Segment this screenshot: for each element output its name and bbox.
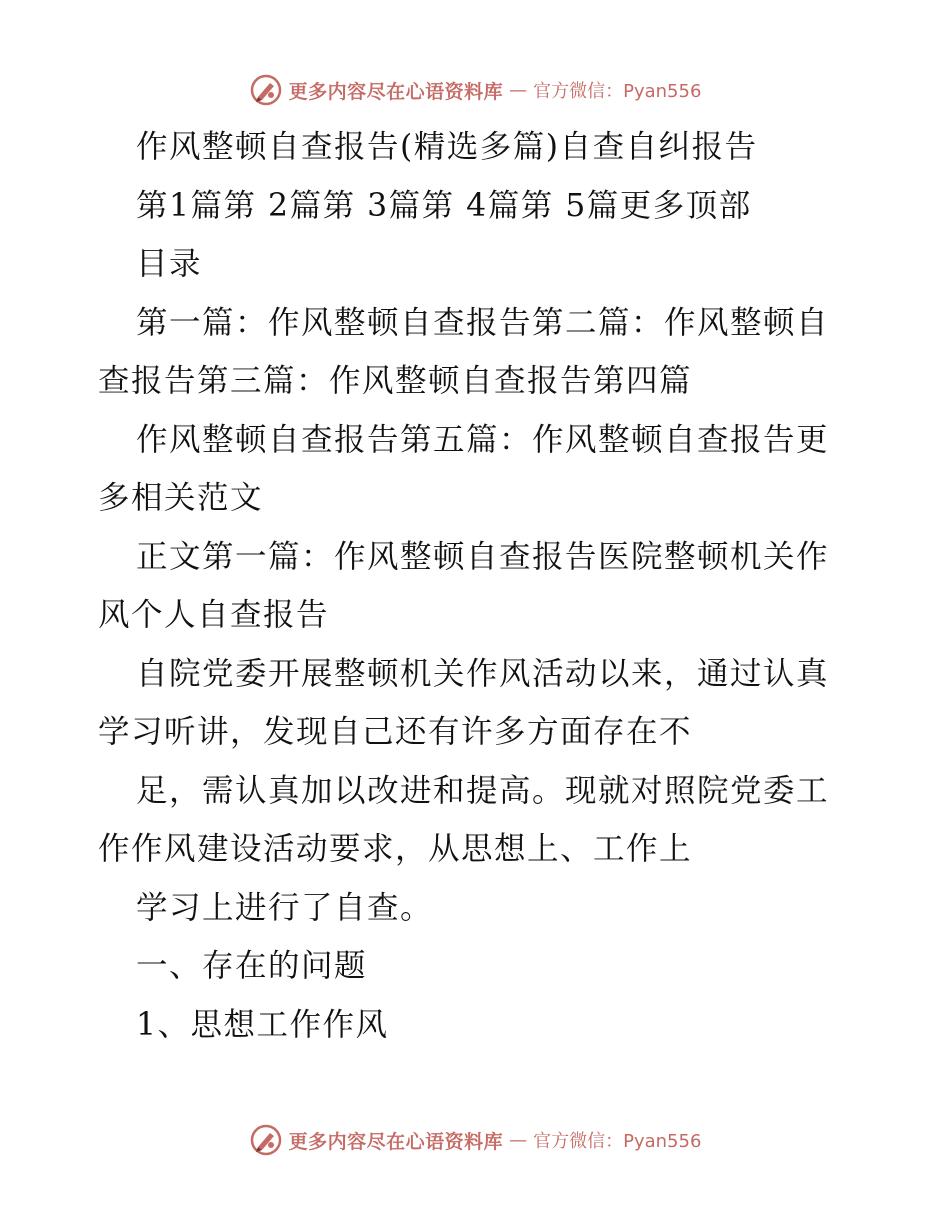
- chapter-nav: 第1篇第 2篇第 3篇第 4篇第 5篇更多顶部: [136, 187, 752, 224]
- banner-main-text: 更多内容尽在心语资料库: [288, 80, 504, 103]
- toc-heading: 目录: [136, 246, 203, 282]
- banner-wechat-text: 官方微信：Pyan556: [533, 1131, 702, 1152]
- pen-logo-icon: [249, 73, 283, 107]
- body-paragraph: 自院党委开展整顿机关作风活动以来，通过认真学习听讲，发现自己还有许多方面存在不: [98, 655, 830, 750]
- body-paragraph: 学习上进行了自查。: [136, 889, 434, 926]
- document-title: 作风整顿自查报告(精选多篇)自查自纠报告: [136, 129, 758, 165]
- body-paragraph: 足，需认真加以改进和提高。现就对照院党委工作作风建设活动要求，从思想上、工作上: [98, 772, 830, 867]
- subsection-item: 1、思想工作作风: [136, 1006, 389, 1043]
- banner-dash: —: [509, 1129, 528, 1151]
- banner-wechat-text: 官方微信：Pyan556: [533, 81, 702, 102]
- banner-main-text: 更多内容尽在心语资料库: [288, 1130, 504, 1153]
- footer-watermark-banner: [0, 1120, 950, 1160]
- subsection-heading: 一、存在的问题: [136, 948, 368, 984]
- banner-dash: —: [509, 79, 528, 101]
- header-watermark-banner: [0, 70, 950, 110]
- toc-entries-continued: 作风整顿自查报告第五篇：作风整顿自查报告更多相关范文: [98, 421, 830, 516]
- pen-logo-icon: [249, 1123, 283, 1157]
- toc-entries: 第一篇：作风整顿自查报告第二篇：作风整顿自查报告第三篇：作风整顿自查报告第四篇: [98, 304, 830, 399]
- document-body: [98, 118, 856, 1054]
- section-heading: 正文第一篇：作风整顿自查报告医院整顿机关作风个人自查报告: [98, 538, 830, 633]
